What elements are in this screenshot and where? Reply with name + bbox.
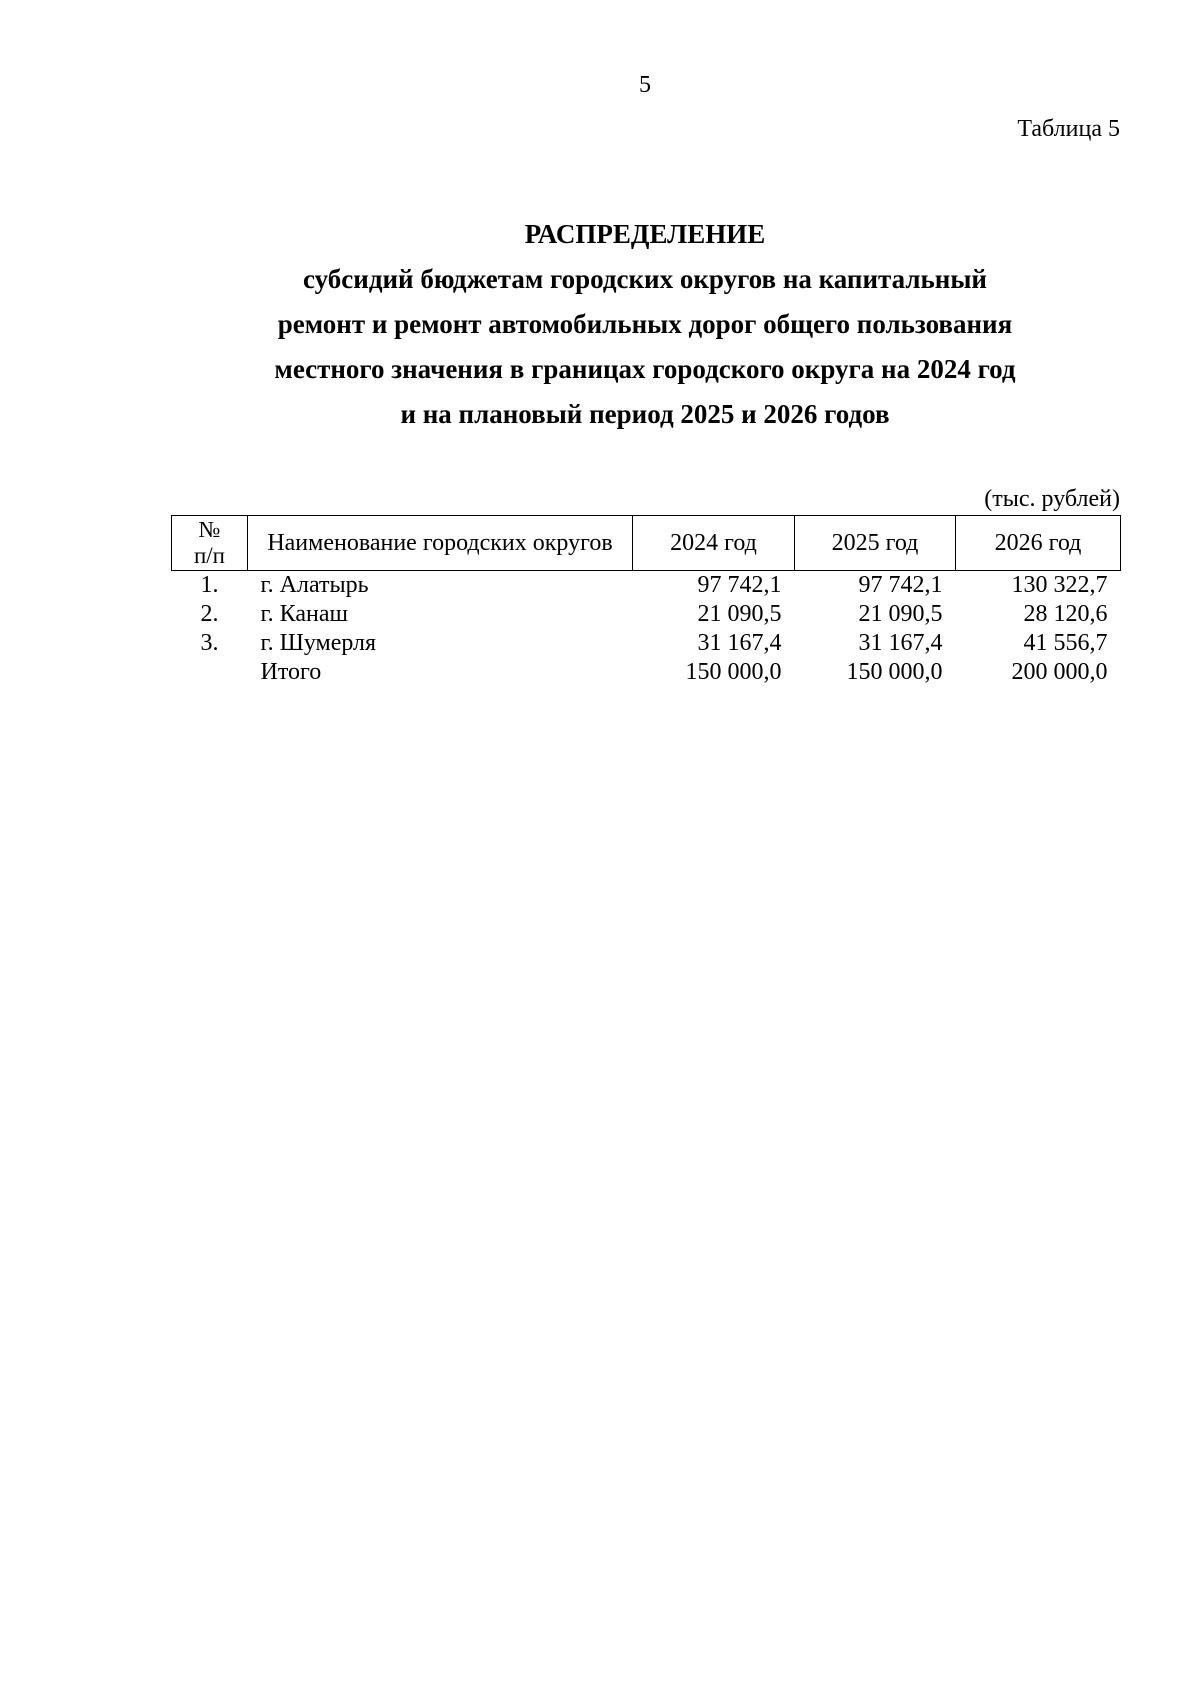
row-value-2026: 41 556,7: [1023, 630, 1108, 656]
total-value-2025: 150 000,0: [846, 659, 943, 685]
total-number: [172, 658, 248, 687]
table-row: [172, 571, 1121, 601]
header-number-line2: п/п: [193, 543, 225, 568]
row-value-2025: 21 090,5: [858, 601, 943, 627]
units-note: (тыс. рублей): [984, 486, 1120, 512]
row-name: г. Канаш: [260, 601, 348, 627]
header-number: [172, 516, 248, 571]
title-heading: РАСПРЕДЕЛЕНИЕ: [524, 219, 766, 249]
row-value-2025: 97 742,1: [858, 572, 943, 598]
row-number: 1.: [200, 572, 219, 598]
title-line: местного значения в границах городского округа на 2024 год: [274, 354, 1016, 384]
row-value-2026: 130 322,7: [1011, 572, 1108, 598]
header-number-line1: №: [198, 517, 221, 542]
header-2026: 2026 год: [956, 516, 1121, 571]
table-row: [172, 600, 1121, 629]
table-header-row: [172, 516, 1121, 571]
document-title: [0, 212, 1200, 437]
header-2025: 2025 год: [795, 516, 956, 571]
row-value-2024: 97 742,1: [697, 572, 782, 598]
row-name: г. Алатырь: [260, 572, 369, 598]
table-total-row: [172, 658, 1121, 687]
row-value-2025: 31 167,4: [858, 630, 943, 656]
page-number: 5: [639, 72, 651, 98]
row-number: 3.: [200, 630, 219, 656]
distribution-table: [171, 515, 1121, 687]
title-line: и на плановый период 2025 и 2026 годов: [400, 399, 890, 429]
row-value-2024: 21 090,5: [697, 601, 782, 627]
total-label: Итого: [260, 659, 322, 685]
total-value-2024: 150 000,0: [685, 659, 782, 685]
row-number: 2.: [200, 601, 219, 627]
total-value-2026: 200 000,0: [1011, 659, 1108, 685]
header-2024: 2024 год: [633, 516, 795, 571]
title-line: ремонт и ремонт автомобильных дорог общего пользования: [277, 309, 1013, 339]
table-row: [172, 629, 1121, 658]
row-value-2026: 28 120,6: [1023, 601, 1108, 627]
row-value-2024: 31 167,4: [697, 630, 782, 656]
header-name: Наименование городских округов: [248, 516, 633, 571]
title-line: субсидий бюджетам городских округов на капитальный: [303, 264, 987, 294]
row-name: г. Шумерля: [260, 630, 377, 656]
table-label: Таблица 5: [1017, 116, 1120, 142]
